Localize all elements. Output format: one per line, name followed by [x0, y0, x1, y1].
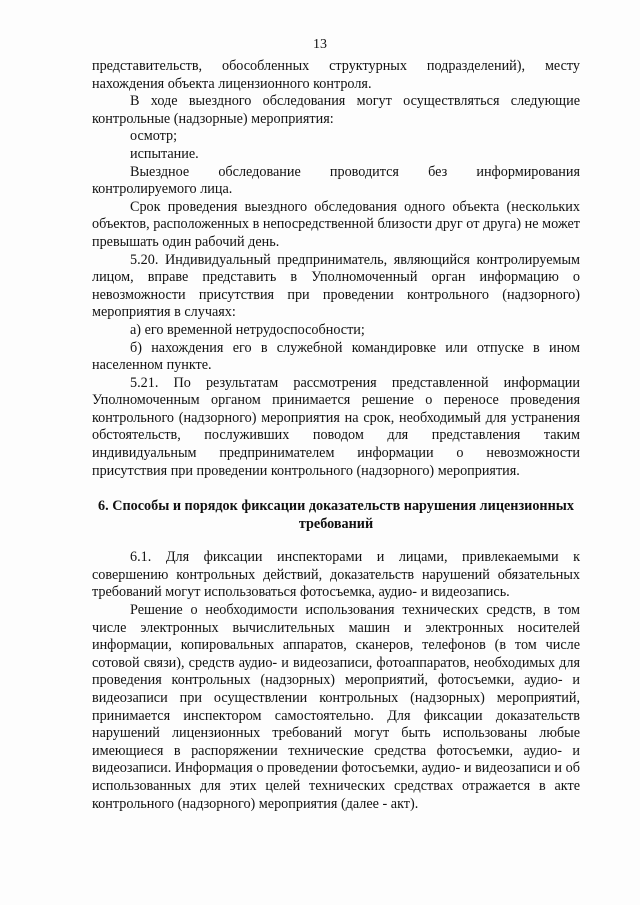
document-body: [92, 58, 580, 813]
paragraph-technical-means: Решение о необходимости использования технических средств, в том числе электронных вычислительных машин и электронных носителей информации, копировальных аппаратов, сканеров, телефонов (в том числе сотовой связи), средств аудио- и видеозаписи, фотоаппаратов, необходимых для проведения контрольных (надзорных) мероприятий, фотосъемки, аудио- и видеозаписи при осуществлении контрольных (надзорных) мероприятий, принимается инспектором самостоятельно. Для фиксации доказательств нарушений лицензионных требований могут быть использованы любые имеющиеся в распоряжении технические средства фотосъемки, аудио- и видеозаписи. Информация о проведении фотосъемки, аудио- и видеозаписи и об использованных для этих целей технических средствах отражается в акте контрольного (надзорного) мероприятия (далее - акт).: [92, 602, 580, 812]
paragraph-5-20: 5.20. Индивидуальный предприниматель, являющийся контролируемым лицом, вправе представить в Уполномоченный орган информацию о невозможности присутствия при проведении контрольного (надзорного) мероприятия в случаях:: [92, 251, 580, 321]
list-item-inspection: осмотр;: [130, 128, 178, 145]
list-item-a: а) его временной нетрудоспособности;: [130, 321, 365, 338]
paragraph-inspection-activities: В ходе выездного обследования могут осуществляться следующие контрольные (надзорные) мероприятия:: [92, 93, 580, 127]
paragraph-duration: Срок проведения выездного обследования одного объекта (нескольких объектов, расположенных в непосредственной близости друг от друга) не может превышать один рабочий день.: [92, 198, 580, 250]
page-number: 13: [313, 37, 327, 52]
paragraph-5-21: 5.21. По результатам рассмотрения представленной информации Уполномоченным органом принимается решение о переносе проведения контрольного (надзорного) мероприятия на срок, необходимый для устранения обстоятельств, послуживших поводом для представления таким индивидуальным предпринимателем информации о невозможности присутствия при проведении контрольного (надзорного) мероприятия.: [92, 374, 580, 479]
paragraph-no-notice: Выездное обследование проводится без информирования контролируемого лица.: [92, 163, 580, 198]
paragraph-continuation: представительств, обособленных структурных подразделений), месту нахождения объекта лицензионного контроля.: [92, 58, 580, 92]
list-item-testing: испытание.: [130, 145, 199, 162]
list-item-b: б) нахождения его в служебной командировке или отпуске в ином населенном пункте.: [92, 339, 580, 374]
section-heading-6: 6. Способы и порядок фиксации доказательств нарушения лицензионных требований: [98, 498, 574, 533]
paragraph-6-1: 6.1. Для фиксации инспекторами и лицами, привлекаемыми к совершению контрольных действий, доказательств нарушений обязательных требований могут использоваться фотосъемка, аудио- и видеозапись.: [92, 549, 580, 601]
